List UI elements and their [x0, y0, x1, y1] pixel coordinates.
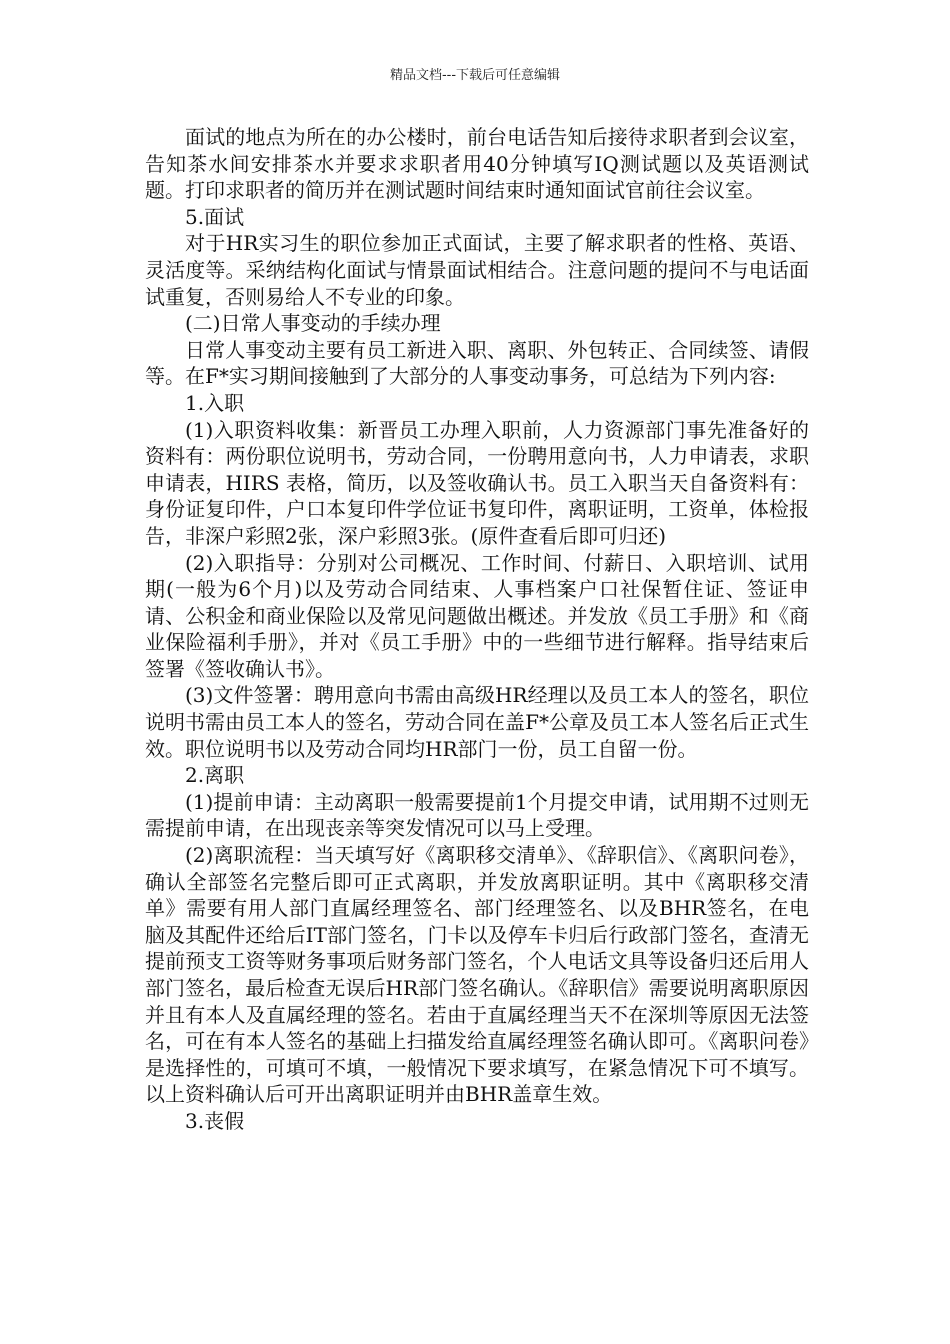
heading-resignation: 2.离职 [185, 763, 245, 788]
heading-interview: 5.面试 [185, 204, 245, 229]
paragraph-advance-application: (1)提前申请：主动离职一般需要提前1个月提交申请，试用期不过则无需提前申请，在出现丧亲等突发情况可以马上受理。 [145, 789, 809, 841]
paragraph-resignation-process: (2)离职流程：当天填写好《离职移交清单》、《辞职信》、《离职问卷》，确认全部签名完整后即可正式离职，并发放离职证明。其中《离职移交清单》需要有用人部门直属经理签名、部门经理签名、以及BHR签名，在电脑及其配件还给后IT部门签名，门卡以及停车卡归后行政部门签名，查清无提前预支工资等财务事项后财务部门签名，个人电话文具等设备归还后用人部门签名，最后检查无误后HR部门签名确认。《辞职信》需要说明离职原因并且有本人及直属经理的签名。若由于直属经理当天不在深圳等原因无法签名，可在有本人签名的基础上扫描发给直属经理签名确认即可。《离职问卷》是选择性的，可填可不填，一般情况下要求填写，在紧急情况下可不填写。以上资料确认后可开出离职证明并由BHR盖章生效。 [145, 843, 809, 1107]
heading-onboarding: 1.入职 [185, 390, 245, 415]
paragraph-personnel-changes: 日常人事变动主要有员工新进入职、离职、外包转正、合同续签、请假等。在F*实习期间接触到了大部分的人事变动事务，可总结为下列内容: [145, 337, 809, 389]
page-header: 精品文档---下载后可任意编辑 [389, 68, 561, 83]
heading-bereavement-leave: 3.丧假 [185, 1108, 245, 1133]
paragraph-document-signing: (3)文件签署：聘用意向书需由高级HR经理以及员工本人的签名，职位说明书需由员工本人的签名，劳动合同在盖F*公章及员工本人签名后正式生效。职位说明书以及劳动合同均HR部门一份，员工自留一份。 [145, 683, 809, 761]
paragraph-interview: 对于HR实习生的职位参加正式面试，主要了解求职者的性格、英语、灵活度等。采纳结构化面试与情景面试相结合。注意问题的提问不与电话面试重复，否则易给人不专业的印象。 [145, 231, 809, 309]
paragraph-onboarding-materials: (1)入职资料收集：新晋员工办理入职前，人力资源部门事先准备好的资料有：两份职位说明书，劳动合同，一份聘用意向书，人力申请表，求职申请表，HIRS 表格，简历，以及签收确认书。员工入职当天自备资料有：身份证复印件，户口本复印件学位证书复印件，离职证明，工资单，体检报告，非深户彩照2张，深户彩照3张。(原件查看后即可归还) [145, 417, 809, 548]
document-body [145, 124, 809, 1135]
section-heading-personnel-changes: (二)日常人事变动的手续办理 [185, 311, 441, 336]
paragraph-onboarding-guidance: (2)入职指导：分别对公司概况、工作时间、付薪日、入职培训、试用期(一般为6个月)以及劳动合同结束、人事档案户口社保暂住证、签证申请、公积金和商业保险以及常见问题做出概述。并发放《员工手册》和《商业保险福利手册》，并对《员工手册》中的一些细节进行解释。指导结束后签署《签收确认书》。 [145, 550, 809, 681]
paragraph-interview-location: 面试的地点为所在的办公楼时，前台电话告知后接待求职者到会议室，告知茶水间安排茶水并要求求职者用40分钟填写IQ测试题以及英语测试题。打印求职者的简历并在测试题时间结束时通知面试官前往会议室。 [145, 125, 809, 203]
